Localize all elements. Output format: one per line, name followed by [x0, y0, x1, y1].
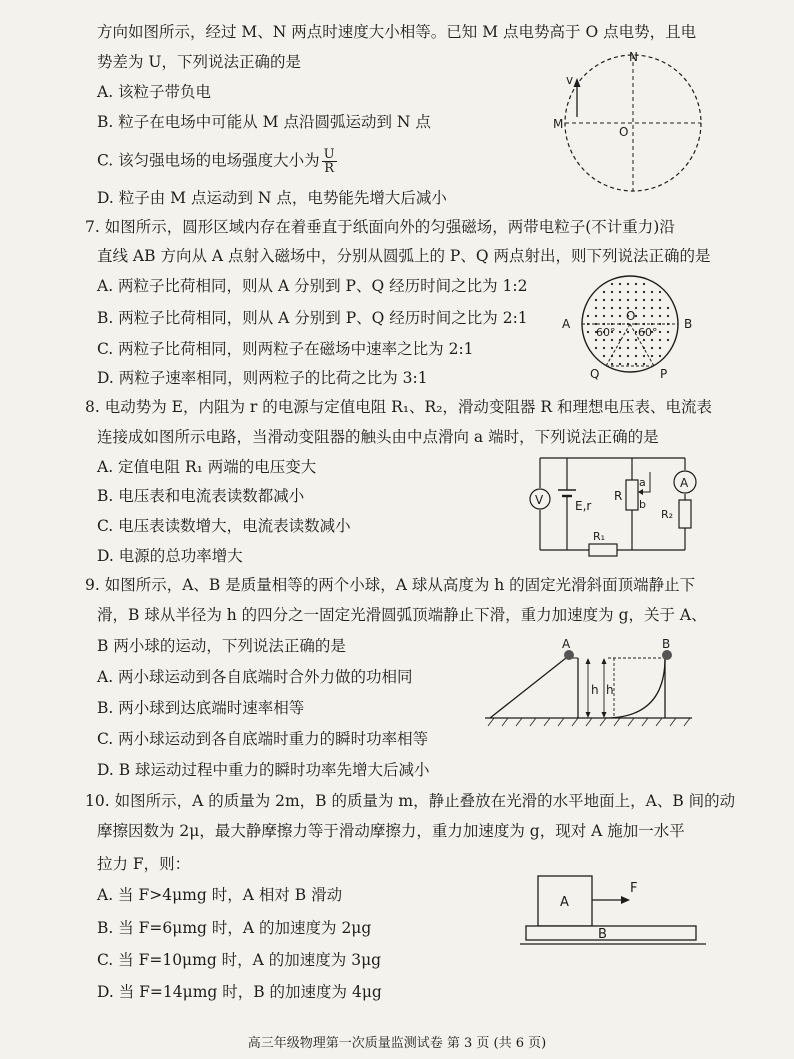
label-ammeter: A: [680, 476, 689, 490]
q6-option-d: D. 粒子由 M 点运动到 N 点，电势能先增大后减小: [97, 189, 447, 207]
label-ball-a: A: [562, 637, 571, 651]
q9-stem-line3: B 两小球的运动，下列说法正确的是: [97, 637, 346, 655]
field-dot: [595, 323, 597, 325]
field-dot: [643, 315, 645, 317]
field-dot: [611, 299, 613, 301]
q10-option-d: D. 当 F=14μmg 时，B 的加速度为 4μg: [97, 983, 382, 1001]
field-dot: [603, 347, 605, 349]
field-dot: [659, 315, 661, 317]
field-dot: [651, 355, 653, 357]
field-dot: [643, 283, 645, 285]
q8-option-c: C. 电压表读数增大，电流表读数减小: [97, 517, 351, 535]
q9-stem-line2: 滑，B 球从半径为 h 的四分之一固定光滑圆弧顶端静止下滑，重力加速度为 g，关于 A、: [97, 606, 707, 624]
label-o: O: [626, 309, 636, 323]
field-dot: [659, 331, 661, 333]
q10-stem-line1: 10. 如图所示，A 的质量为 2m，B 的质量为 m，静止叠放在光滑的水平地面上，A、B 间的动: [85, 792, 736, 810]
q9-stem-line1: 9. 如图所示，A、B 是质量相等的两个小球，A 球从高度为 h 的固定光滑斜面顶端静止下: [85, 576, 696, 594]
q8-stem-line1: 8. 电动势为 E，内阻为 r 的电源与定值电阻 R₁、R₂，滑动变阻器 R 和理想电压表、电流表: [85, 398, 712, 416]
field-dot: [627, 347, 629, 349]
field-dot: [611, 283, 613, 285]
q10-option-c: C. 当 F=10μmg 时，A 的加速度为 3μg: [97, 951, 382, 969]
q9-option-c: C. 两小球运动到各自底端时重力的瞬时功率相等: [97, 730, 429, 748]
field-dot: [635, 355, 637, 357]
field-dot: [619, 283, 621, 285]
field-dot: [619, 315, 621, 317]
q10-option-b: B. 当 F=6μmg 时，A 的加速度为 2μg: [97, 919, 372, 937]
field-dot: [627, 331, 629, 333]
field-dot: [651, 339, 653, 341]
label-m: M: [553, 117, 564, 131]
field-dot: [619, 291, 621, 293]
field-dot: [659, 347, 661, 349]
field-dot: [603, 291, 605, 293]
field-dot: [587, 331, 589, 333]
q9-option-d: D. B 球运动过程中重力的瞬时功率先增大后减小: [97, 761, 430, 779]
field-dot: [611, 347, 613, 349]
field-dot: [651, 291, 653, 293]
field-dot: [627, 339, 629, 341]
q6-option-c: [97, 148, 337, 175]
q7-option-c: C. 两粒子比荷相同，则两粒子在磁场中速率之比为 2:1: [97, 340, 474, 358]
q7-stem-line2: 直线 AB 方向从 A 点射入磁场中，分别从圆弧上的 P、Q 两点射出，则下列说法正确的是: [97, 247, 711, 265]
figure-q6-circle: [555, 50, 705, 200]
field-dot: [611, 307, 613, 309]
label-r2: R₂: [661, 508, 674, 521]
q10-stem-line2: 摩擦因数为 2μ，最大静摩擦力等于滑动摩擦力，重力加速度为 g，现对 A 施加一水平: [97, 822, 685, 840]
q9-option-b: B. 两小球到达底端时速率相等: [97, 699, 305, 717]
field-dot: [659, 339, 661, 341]
field-dot: [643, 363, 645, 365]
field-dot: [619, 299, 621, 301]
field-dot: [627, 355, 629, 357]
field-dot: [627, 299, 629, 301]
field-dot: [627, 283, 629, 285]
field-dot: [611, 315, 613, 317]
field-dot: [603, 307, 605, 309]
field-dot: [651, 307, 653, 309]
field-dot: [603, 299, 605, 301]
label-v: v: [566, 73, 574, 87]
field-dot: [619, 355, 621, 357]
label-block-a: A: [560, 895, 569, 910]
label-block-b: B: [598, 927, 607, 942]
q6-stem-line1: 方向如图所示，经过 M、N 两点时速度大小相等。已知 M 点电势高于 O 点电势，且电: [97, 23, 697, 41]
field-dot: [643, 355, 645, 357]
q7-option-b: B. 两粒子比荷相同，则从 A 分别到 P、Q 经历时间之比为 2:1: [97, 309, 528, 327]
field-dot: [643, 299, 645, 301]
label-voltmeter: V: [535, 493, 544, 507]
field-dot: [659, 355, 661, 357]
field-dot: [611, 291, 613, 293]
field-dot: [619, 307, 621, 309]
field-dot: [587, 315, 589, 317]
q7-option-a: A. 两粒子比荷相同，则从 A 分别到 P、Q 经历时间之比为 1:2: [97, 277, 528, 295]
field-dot: [651, 299, 653, 301]
label-p: P: [660, 367, 668, 381]
figure-q8-circuit: [525, 452, 705, 556]
field-dot: [643, 307, 645, 309]
figure-q9-incline-arc: [480, 638, 695, 730]
label-angle-right: 60°: [638, 326, 658, 339]
field-dot: [635, 323, 637, 325]
field-dot: [635, 347, 637, 349]
field-dot: [651, 347, 653, 349]
fraction-numerator: U: [323, 147, 335, 162]
label-emf: E,r: [575, 499, 592, 513]
field-dot: [635, 283, 637, 285]
field-dot: [635, 291, 637, 293]
q7-stem-line1: 7. 如图所示，圆形区域内存在着垂直于纸面向外的匀强磁场，两带电粒子(不计重力)沿: [85, 218, 675, 236]
fraction-u-over-r: [322, 148, 337, 175]
field-dot: [595, 299, 597, 301]
field-dot: [659, 291, 661, 293]
field-dot: [659, 307, 661, 309]
q10-option-a: A. 当 F>4μmg 时，A 相对 B 滑动: [97, 886, 343, 904]
field-dot: [667, 339, 669, 341]
field-dot: [595, 347, 597, 349]
label-force-f: F: [630, 881, 638, 896]
field-dot: [651, 315, 653, 317]
label-b-end: b: [639, 498, 646, 511]
field-dot: [595, 307, 597, 309]
q6-option-c-text: C. 该匀强电场的电场强度大小为: [97, 151, 320, 170]
field-dot: [603, 355, 605, 357]
label-a: A: [562, 317, 571, 331]
field-dot: [603, 315, 605, 317]
q8-option-b: B. 电压表和电流表读数都减小: [97, 487, 305, 505]
label-n: N: [629, 50, 638, 64]
q8-option-a: A. 定值电阻 R₁ 两端的电压变大: [97, 458, 317, 476]
field-dot: [603, 339, 605, 341]
field-dot: [659, 299, 661, 301]
label-q: Q: [590, 367, 600, 381]
label-r1: R₁: [593, 530, 606, 543]
field-dot: [635, 299, 637, 301]
field-dot: [627, 291, 629, 293]
q9-option-a: A. 两小球运动到各自底端时合外力做的功相同: [97, 668, 413, 686]
label-o: O: [619, 125, 629, 139]
label-h-incline: h: [591, 683, 599, 697]
field-dot: [643, 291, 645, 293]
field-dot: [619, 347, 621, 349]
label-b: B: [684, 317, 693, 331]
q10-stem-line3: 拉力 F，则：: [97, 855, 191, 873]
field-dot: [619, 363, 621, 365]
field-dot: [635, 339, 637, 341]
field-dot: [643, 339, 645, 341]
q8-option-d: D. 电源的总功率增大: [97, 547, 243, 565]
q8-stem-line2: 连接成如图所示电路，当滑动变阻器的触头由中点滑向 a 端时，下列说法正确的是: [97, 428, 659, 446]
field-dot: [595, 339, 597, 341]
page-footer: 高三年级物理第一次质量监测试卷 第 3 页 (共 6 页): [247, 1036, 547, 1051]
figure-q7-magnetic-field: [560, 276, 700, 380]
field-dot: [627, 363, 629, 365]
field-dot: [595, 315, 597, 317]
label-h-arc: h: [606, 683, 614, 697]
q7-option-d: D. 两粒子速率相同，则两粒子的比荷之比为 3:1: [97, 369, 428, 387]
label-angle-left: 60°: [596, 326, 616, 339]
figure-q10-blocks: [520, 870, 710, 950]
field-dot: [667, 331, 669, 333]
fraction-denominator: R: [324, 161, 335, 176]
q6-option-a: A. 该粒子带负电: [97, 83, 212, 101]
label-rheostat: R: [614, 489, 623, 503]
field-dot: [611, 339, 613, 341]
label-ball-b: B: [662, 637, 671, 651]
label-a-end: a: [639, 476, 646, 489]
field-dot: [667, 315, 669, 317]
field-dot: [611, 363, 613, 365]
q6-stem-line2: 势差为 U，下列说法正确的是: [97, 53, 301, 71]
q6-option-b: B. 粒子在电场中可能从 M 点沿圆弧运动到 N 点: [97, 113, 431, 131]
field-dot: [667, 307, 669, 309]
field-dot: [635, 363, 637, 365]
field-dot: [619, 331, 621, 333]
